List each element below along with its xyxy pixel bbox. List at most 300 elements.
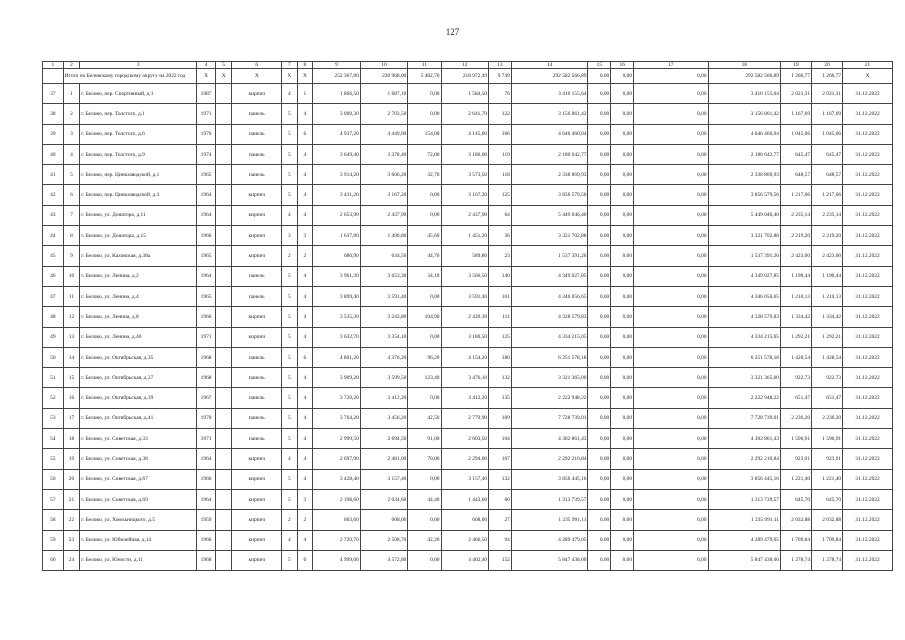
table-cell: 48 (43, 307, 64, 327)
address-cell: г. Белово, ул. Ленина, д.2 (80, 266, 197, 286)
table-cell: 1 709,84 (781, 530, 812, 550)
address-cell: г. Белово, ул. Юбилейная, д.14 (80, 530, 197, 550)
table-cell: 0,00 (634, 84, 709, 104)
table-cell: 161 (489, 286, 512, 306)
table-cell: 56 (43, 469, 64, 489)
table-cell: 36 (489, 226, 512, 246)
table-cell: 3 354,10 (360, 327, 408, 347)
table-row (43, 368, 893, 388)
table-cell: 5 (282, 185, 298, 205)
table-cell: 4 376,20 (360, 347, 408, 367)
page-number: 127 (445, 27, 460, 37)
table-cell: 1 537 391,26 (511, 246, 588, 266)
table-cell: 21 (63, 489, 80, 509)
table-cell: 15 (63, 368, 80, 388)
table-cell: 2 (282, 510, 298, 530)
table-cell: 0,00 (634, 205, 709, 225)
table-cell: 0,00 (611, 307, 634, 327)
table-cell: 57 (43, 489, 64, 509)
table-cell: 0,00 (588, 104, 611, 124)
table-cell: 4 (282, 84, 298, 104)
address-cell: г. Белово, пер. Толстого, д.1 (80, 104, 197, 124)
table-cell: 5 (282, 429, 298, 449)
column-number: 6 (232, 62, 282, 69)
table-row (43, 286, 893, 306)
table-cell: 0,00 (611, 388, 634, 408)
column-number: 3 (80, 62, 197, 69)
wall-material-cell: кирпич (232, 510, 282, 530)
table-cell: 0,00 (588, 266, 611, 286)
table-cell: 0,00 (611, 429, 634, 449)
table-cell: 10 (63, 266, 80, 286)
address-cell: г. Белово, ул. Октябрьская, д.41 (80, 408, 197, 428)
table-cell: 0,00 (588, 489, 611, 509)
table-cell: 2 641,70 (441, 104, 489, 124)
table-cell: 72,00 (408, 144, 441, 164)
table-cell: 2 294,00 (441, 449, 489, 469)
table-cell: 5 (282, 266, 298, 286)
table-cell: 104 (489, 429, 512, 449)
table-cell: 645,47 (812, 144, 843, 164)
table-cell: 1968 (197, 347, 216, 367)
total-cell: 292 582 566,89 (511, 69, 588, 84)
table-row (43, 124, 893, 144)
table-cell: 4 (297, 266, 313, 286)
table-cell: 1 596,91 (812, 429, 843, 449)
table-cell: 0,00 (634, 144, 709, 164)
table-cell: 5 (282, 327, 298, 347)
table-cell: 14 (63, 347, 80, 367)
table-cell: 4 646 460,04 (511, 124, 588, 144)
table-cell: 0,00 (588, 388, 611, 408)
table-cell: 18 (63, 429, 80, 449)
table-cell: 31.12.2022 (843, 84, 893, 104)
table-cell: 1 443,60 (441, 489, 489, 509)
table-cell: 4 (297, 408, 313, 428)
table-cell: 94 (489, 530, 512, 550)
table-cell: 31.12.2022 (843, 530, 893, 550)
table-cell: 1970 (197, 124, 216, 144)
table-cell: 6 (63, 185, 80, 205)
table-cell: 3 180,50 (441, 327, 489, 347)
table-cell: 52 (43, 388, 64, 408)
table-cell: 140 (489, 266, 512, 286)
table-cell: 608,00 (360, 510, 408, 530)
table-cell: 3 (297, 489, 313, 509)
total-cell: 0,00 (634, 69, 709, 84)
wall-material-cell: кирпич (232, 469, 282, 489)
table-cell: 11 (63, 286, 80, 306)
total-cell: X (282, 69, 298, 84)
table-cell: 23 (489, 246, 512, 266)
total-cell: X (197, 69, 216, 84)
table-cell: 922,73 (812, 368, 843, 388)
table-cell: 125 (489, 327, 512, 347)
total-cell: 252 367,80 (313, 69, 361, 84)
table-cell: 0,00 (588, 347, 611, 367)
table-cell: 608,00 (441, 510, 489, 530)
table-cell: 0,00 (634, 104, 709, 124)
table-cell: 5 (282, 347, 298, 367)
total-cell: 5 482,70 (408, 69, 441, 84)
column-number: 2 (63, 62, 80, 69)
table-cell: 31.12.2022 (843, 449, 893, 469)
column-number-row (43, 62, 893, 69)
table-cell: 0,00 (611, 246, 634, 266)
table-cell: 1 278,74 (781, 550, 812, 570)
table-row (43, 266, 893, 286)
table-cell: 3 649,40 (313, 144, 361, 164)
table-cell (215, 347, 232, 367)
table-cell: 166 (489, 124, 512, 144)
table-cell (215, 327, 232, 347)
table-cell: 3 157,40 (441, 469, 489, 489)
table-cell: 31.12.2022 (843, 165, 893, 185)
table-cell: 3 591,40 (360, 286, 408, 306)
table-cell: 42,50 (408, 408, 441, 428)
table-cell: 0,00 (634, 307, 709, 327)
table-cell: 0,00 (408, 205, 441, 225)
wall-material-cell: кирпич (232, 307, 282, 327)
table-cell: 1 292,21 (781, 327, 812, 347)
table-cell: 2 236,20 (812, 408, 843, 428)
table-cell: 1 190,44 (781, 266, 812, 286)
table-cell: 0,00 (408, 185, 441, 205)
table-cell: 0,00 (588, 327, 611, 347)
table-cell (215, 185, 232, 205)
table-cell: 0,00 (611, 84, 634, 104)
table-cell: 0,00 (588, 429, 611, 449)
table-cell (215, 246, 232, 266)
wall-material-cell: панель (232, 429, 282, 449)
total-cell: X (215, 69, 232, 84)
table-cell: 4 402,40 (441, 550, 489, 570)
table-cell: 2 423,00 (812, 246, 843, 266)
table-row (43, 205, 893, 225)
table-cell: 923,91 (812, 449, 843, 469)
table-cell: 4 302 861,43 (511, 429, 588, 449)
table-cell: 2 219,20 (781, 226, 812, 246)
address-cell: г. Белово, пер. Толстого, д.6 (80, 124, 197, 144)
table-cell (215, 489, 232, 509)
table-cell: 923,91 (781, 449, 812, 469)
table-cell (215, 449, 232, 469)
wall-material-cell: панель (232, 104, 282, 124)
table-row (43, 327, 893, 347)
total-label: Итого по Беловскому городскому округу на 2022 год (63, 69, 197, 84)
address-cell: г. Белово, ул. Советская, д.38 (80, 449, 197, 469)
table-cell: 3 856 445,16 (708, 469, 780, 489)
table-cell: 3 456,20 (360, 408, 408, 428)
table-cell (215, 368, 232, 388)
table-cell (215, 550, 232, 570)
table-cell: 3 156 861,42 (511, 104, 588, 124)
table-cell: 43 (43, 205, 64, 225)
table-cell (215, 307, 232, 327)
wall-material-cell: кирпич (232, 185, 282, 205)
table-cell: 6 (297, 347, 313, 367)
table-cell: 1 190,44 (812, 266, 843, 286)
table-cell: 4 145,00 (441, 124, 489, 144)
table-cell: 44,70 (408, 246, 441, 266)
table-cell: 1966 (197, 530, 216, 550)
table-cell (215, 469, 232, 489)
table-cell (215, 104, 232, 124)
table-cell: 5 (282, 489, 298, 509)
table-cell: 0,00 (408, 550, 441, 570)
table-cell: 1 866,50 (313, 84, 361, 104)
table-cell: 1970 (197, 408, 216, 428)
table-cell: 3 (282, 226, 298, 246)
table-row (43, 226, 893, 246)
table-cell: 1965 (197, 165, 216, 185)
total-cell: 1 266,77 (781, 69, 812, 84)
table-cell: 3 573,50 (441, 165, 489, 185)
table-row (43, 185, 893, 205)
table-cell: 3 321 365,00 (708, 368, 780, 388)
wall-material-cell: панель (232, 368, 282, 388)
table-cell: 1966 (197, 226, 216, 246)
table-cell: 107 (489, 449, 512, 469)
table-cell: 104,90 (408, 307, 441, 327)
table-cell: 70,00 (408, 449, 441, 469)
table-cell: 0,00 (634, 124, 709, 144)
table-cell: 2 653,90 (313, 205, 361, 225)
table-cell: 6 251 578,18 (708, 347, 780, 367)
table-cell: 4 289 479,05 (708, 530, 780, 550)
table-cell: 648,57 (781, 165, 812, 185)
table-cell: 31.12.2022 (843, 124, 893, 144)
table-cell: 0,00 (588, 246, 611, 266)
table-cell: 3 410 155,64 (708, 84, 780, 104)
table-cell: 54 (43, 429, 64, 449)
table-cell: 16 (63, 388, 80, 408)
total-cell: X (297, 69, 313, 84)
table-cell: 1965 (197, 246, 216, 266)
total-cell: 230 968,00 (360, 69, 408, 84)
wall-material-cell: панель (232, 408, 282, 428)
table-cell: 31.12.2022 (843, 307, 893, 327)
address-cell: г. Белово, ул. Ленина, д.8 (80, 307, 197, 327)
address-cell: г. Белово, ул. Ленина, д.4 (80, 286, 197, 306)
table-cell: 0,00 (588, 368, 611, 388)
table-cell: 3 167,20 (360, 185, 408, 205)
table-cell: 1 210,13 (812, 286, 843, 306)
table-cell: 31.12.2022 (843, 429, 893, 449)
table-cell: 4 (297, 469, 313, 489)
table-cell: 1964 (197, 185, 216, 205)
address-cell: г. Белово, ул. Хмельницкого, д.5 (80, 510, 197, 530)
housing-repair-table (42, 61, 893, 571)
table-cell: 3 606,20 (360, 165, 408, 185)
table-cell: 5 (282, 124, 298, 144)
table-cell: 1965 (197, 286, 216, 306)
table-cell: 49 (43, 327, 64, 347)
table-cell: 1 167,69 (812, 104, 843, 124)
table-cell: 31.12.2022 (843, 489, 893, 509)
table-cell: 645,47 (781, 144, 812, 164)
table-cell: 3 856 579,56 (708, 185, 780, 205)
table-cell: 3 599,50 (360, 368, 408, 388)
table-cell: 1 235 991,11 (511, 510, 588, 530)
table-cell: 2 222 948,22 (511, 388, 588, 408)
table-cell: 4 (297, 205, 313, 225)
table-row (43, 84, 893, 104)
table-cell: 1 584,50 (441, 84, 489, 104)
column-number: 15 (588, 62, 611, 69)
table-cell: 4 (297, 165, 313, 185)
table-cell: 1971 (197, 327, 216, 347)
wall-material-cell: кирпич (232, 205, 282, 225)
table-cell (215, 144, 232, 164)
table-cell: 2 021,31 (781, 84, 812, 104)
table-cell: 686,90 (313, 246, 361, 266)
table-cell: 2 180 642,77 (708, 144, 780, 164)
table-cell: 0,00 (634, 388, 709, 408)
table-cell: 2 021,31 (812, 84, 843, 104)
column-number: 11 (408, 62, 441, 69)
table-cell: 0,00 (408, 388, 441, 408)
address-cell: г. Белово, ул. Ленина, д.40 (80, 327, 197, 347)
address-cell: г. Белово, ул. Советская, д.69 (80, 489, 197, 509)
table-cell: 31.12.2022 (843, 205, 893, 225)
table-cell: 3 321 365,00 (511, 368, 588, 388)
table-cell: 2 420,30 (441, 307, 489, 327)
table-cell: 645,70 (812, 489, 843, 509)
table-cell: 4 349 027,85 (511, 266, 588, 286)
table-cell: 0,00 (611, 205, 634, 225)
table-cell: 1 334,42 (812, 307, 843, 327)
table-cell: 42 (43, 185, 64, 205)
table-cell: 0,00 (408, 286, 441, 306)
table-cell: 1 045,06 (781, 124, 812, 144)
table-cell: 2 219,20 (812, 226, 843, 246)
wall-material-cell: панель (232, 286, 282, 306)
table-cell: 0,00 (611, 347, 634, 367)
table-row (43, 429, 893, 449)
table-cell (215, 165, 232, 185)
table-cell: 4 334 215,05 (511, 327, 588, 347)
table-cell: 4 449,00 (360, 124, 408, 144)
table-cell: 0,00 (408, 469, 441, 489)
table-cell: 31.12.2022 (843, 408, 893, 428)
table-cell: 111 (489, 307, 512, 327)
column-number: 21 (843, 62, 893, 69)
wall-material-cell: панель (232, 165, 282, 185)
table-cell: 0,00 (408, 510, 441, 530)
table-cell: 1 334,42 (781, 307, 812, 327)
table-cell: 5 (282, 104, 298, 124)
table-cell: 648,57 (812, 165, 843, 185)
wall-material-cell: кирпич (232, 530, 282, 550)
table-cell: 3 243,80 (360, 307, 408, 327)
table-cell: 4 (282, 530, 298, 550)
table-cell: 60 (489, 489, 512, 509)
table-row (43, 408, 893, 428)
table-cell: 13 (63, 327, 80, 347)
table-cell: 31.12.2022 (843, 266, 893, 286)
table-cell: 7 728 739,01 (511, 408, 588, 428)
table-cell: 122 (489, 104, 512, 124)
table-cell: 1 221,40 (781, 469, 812, 489)
table-cell: 42,20 (408, 530, 441, 550)
table-cell: 0,00 (611, 327, 634, 347)
table-cell: 3 428,40 (313, 469, 361, 489)
table-cell: 0,00 (634, 347, 709, 367)
table-cell: 3 167,20 (441, 185, 489, 205)
table-cell: 0,00 (588, 550, 611, 570)
table-row (43, 550, 893, 570)
wall-material-cell: панель (232, 388, 282, 408)
table-cell: 1968 (197, 550, 216, 570)
wall-material-cell: кирпич (232, 226, 282, 246)
table-cell: 3 764,20 (313, 408, 361, 428)
total-cell: 0,00 (611, 69, 634, 84)
table-cell: 5 (282, 550, 298, 570)
table-cell: 0,00 (611, 368, 634, 388)
table-cell: 4 328 579,83 (511, 307, 588, 327)
table-cell: 4 289 479,05 (511, 530, 588, 550)
table-cell: 1966 (197, 469, 216, 489)
table-row (43, 510, 893, 530)
table-cell: 5 (282, 307, 298, 327)
table-cell: 1 496,80 (360, 226, 408, 246)
table-cell: 1967 (197, 388, 216, 408)
table-row (43, 469, 893, 489)
total-cell: 1 266,77 (812, 69, 843, 84)
table-cell: 60 (43, 550, 64, 570)
table-cell: 1971 (197, 104, 216, 124)
table-cell: 96,20 (408, 347, 441, 367)
table-cell: 0,00 (408, 327, 441, 347)
table-cell: 2 703,50 (360, 104, 408, 124)
table-cell: 1 217,66 (781, 185, 812, 205)
table-cell: 31.12.2022 (843, 368, 893, 388)
table-cell: 6 (297, 124, 313, 144)
table-cell: 0,00 (588, 530, 611, 550)
table-cell: 1964 (197, 205, 216, 225)
table-cell: 4 937,20 (313, 124, 361, 144)
table-row (43, 530, 893, 550)
column-number: 1 (43, 62, 64, 69)
table-cell: 0,00 (634, 449, 709, 469)
table-cell: 17 (63, 408, 80, 428)
table-cell: 3 720,20 (313, 388, 361, 408)
column-number: 9 (313, 62, 361, 69)
table-cell (215, 388, 232, 408)
total-cell: 292 582 566,89 (708, 69, 780, 84)
table-cell: 1 235 991,11 (708, 510, 780, 530)
table-cell: 0,00 (611, 449, 634, 469)
table-cell: 3 412,20 (441, 388, 489, 408)
table-cell: 2 235,14 (812, 205, 843, 225)
table-cell: 1964 (197, 489, 216, 509)
table-cell: 27 (489, 510, 512, 530)
table-cell: 46 (43, 266, 64, 286)
table-cell: 45 (43, 246, 64, 266)
table-cell: 3 378,40 (360, 144, 408, 164)
total-cell: 9 749 (489, 69, 512, 84)
table-cell: 2 292 210,84 (708, 449, 780, 469)
table-cell: 5 (282, 165, 298, 185)
column-number: 12 (441, 62, 489, 69)
table-cell: 1 167,69 (781, 104, 812, 124)
table-cell: 2 032,88 (812, 510, 843, 530)
table-cell: 34,10 (408, 266, 441, 286)
table-cell: 132 (489, 368, 512, 388)
column-number: 19 (781, 62, 812, 69)
table-cell: 31.12.2022 (843, 246, 893, 266)
